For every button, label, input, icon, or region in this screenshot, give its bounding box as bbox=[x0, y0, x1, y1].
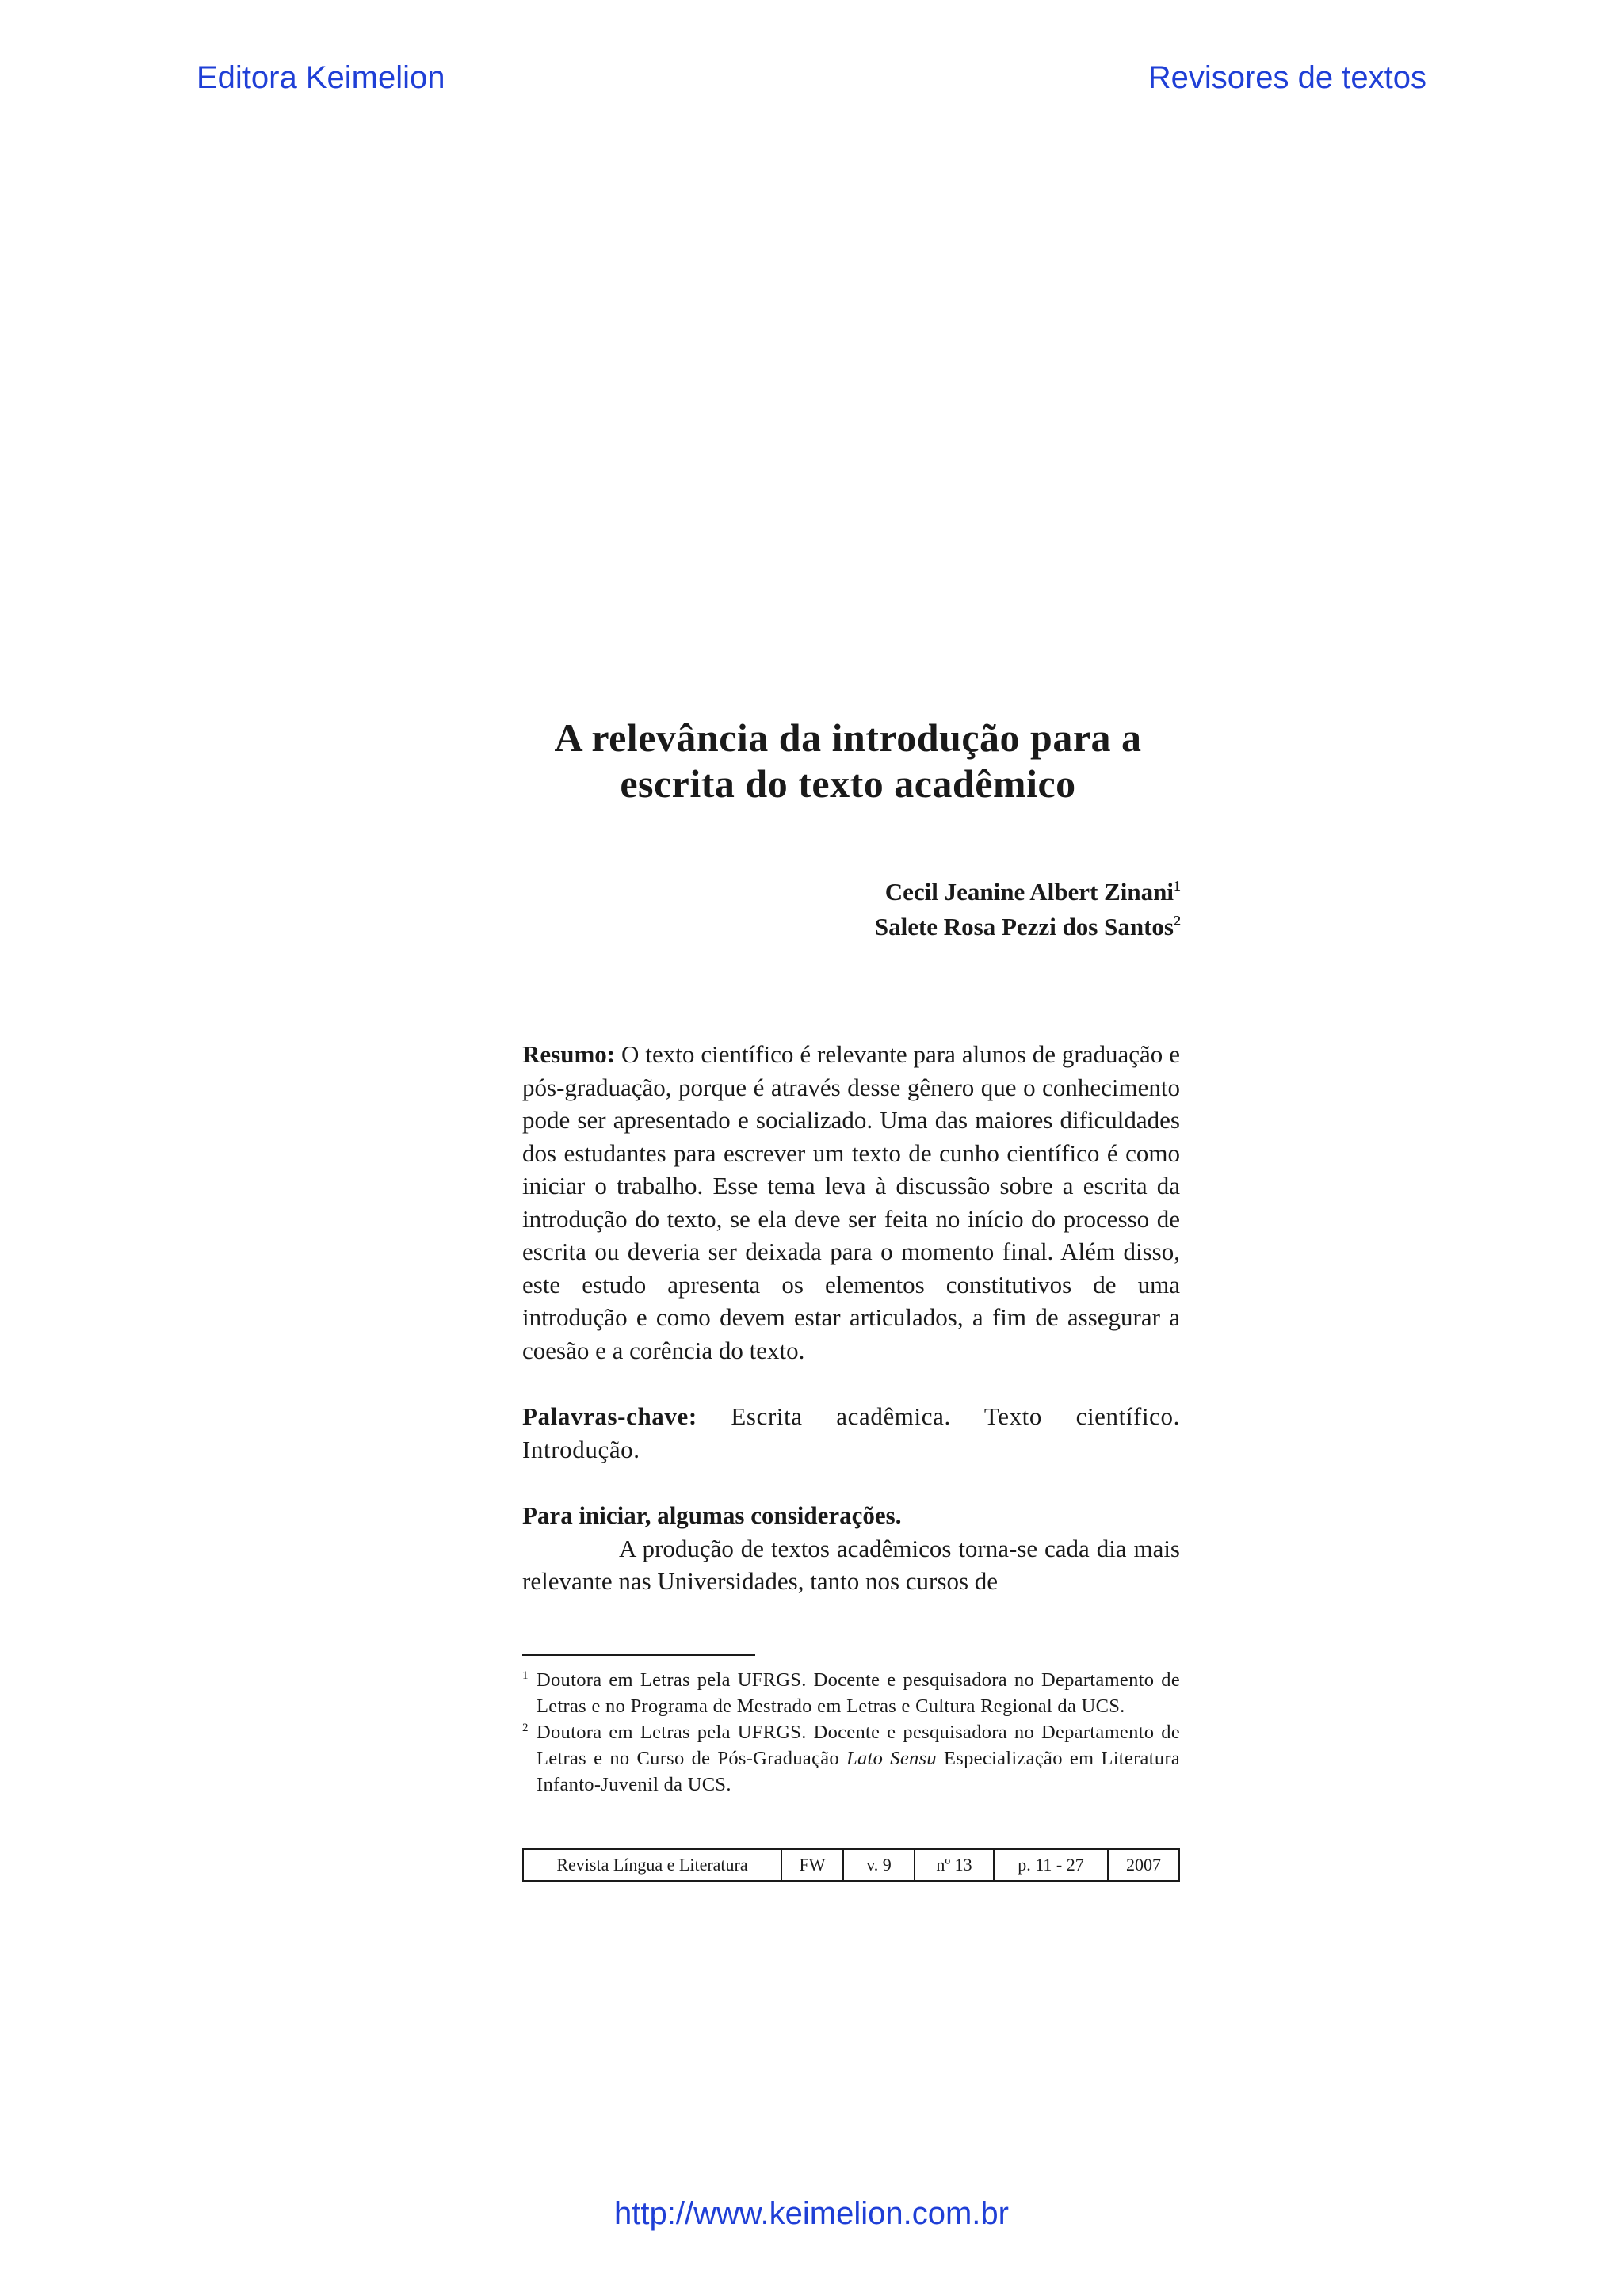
author-2-name: Salete Rosa Pezzi dos Santos bbox=[874, 913, 1174, 940]
article-title-line1: A relevância da introdução para a bbox=[554, 715, 1142, 760]
header-publisher-link[interactable]: Editora Keimelion bbox=[197, 60, 445, 95]
footnote-2 bbox=[522, 1719, 1180, 1798]
abstract bbox=[522, 1038, 1180, 1367]
journal-year: 2007 bbox=[1107, 1850, 1178, 1880]
abstract-label: Resumo: bbox=[522, 1040, 616, 1068]
journal-volume: v. 9 bbox=[842, 1850, 914, 1880]
footnotes bbox=[522, 1667, 1180, 1798]
footnote-1-text: Doutora em Letras pela UFRGS. Docente e pesquisadora no Departamento de Letras e no Programa de Mestrado em Letras e Cultura Regional da UCS. bbox=[537, 1669, 1180, 1717]
footnote-divider bbox=[522, 1654, 755, 1656]
keywords bbox=[522, 1400, 1180, 1466]
footnote-2-text-before: Doutora em Letras pela UFRGS. Docente e pesquisadora no Departamento de Letras e no Curso de Pós-Graduação bbox=[537, 1722, 1180, 1769]
journal-pages: p. 11 - 27 bbox=[993, 1850, 1107, 1880]
footnote-2-text-italic: Lato Sensu bbox=[846, 1748, 937, 1769]
spacer bbox=[522, 1466, 1180, 1499]
keywords-label: Palavras-chave: bbox=[522, 1402, 697, 1430]
footer-website-link[interactable]: http://www.keimelion.com.br bbox=[614, 2196, 1009, 2231]
footnote-1-number: 1 bbox=[522, 1669, 529, 1682]
author-2-footnote-mark: 2 bbox=[1174, 913, 1181, 929]
author-1 bbox=[875, 875, 1181, 910]
article-title bbox=[444, 715, 1252, 807]
author-2 bbox=[875, 910, 1181, 944]
footnote-2-text-after: Especialização em Literatura Infanto-Juvenil da UCS. bbox=[537, 1748, 1181, 1795]
section-heading bbox=[522, 1499, 1180, 1532]
section-heading-text: Para iniciar, algumas considerações. bbox=[522, 1501, 902, 1529]
spacer bbox=[522, 1367, 1180, 1400]
journal-name: Revista Língua e Literatura bbox=[556, 1855, 748, 1875]
footnote-2-number: 2 bbox=[522, 1722, 529, 1734]
header-reviewers-link[interactable]: Revisores de textos bbox=[1148, 60, 1426, 95]
author-1-footnote-mark: 1 bbox=[1174, 878, 1181, 894]
body-paragraph: A produção de textos acadêmicos torna-se cada dia mais relevante nas Universidades, tanto nos cursos de bbox=[522, 1534, 1180, 1595]
author-list bbox=[875, 875, 1181, 944]
footnote-2-text bbox=[537, 1719, 1180, 1798]
author-1-name: Cecil Jeanine Albert Zinani bbox=[884, 878, 1174, 906]
journal-number: nº 13 bbox=[914, 1850, 993, 1880]
journal-publisher: FW bbox=[781, 1850, 842, 1880]
article-title-line2: escrita do texto acadêmico bbox=[620, 761, 1076, 806]
article-body bbox=[522, 1038, 1180, 1598]
journal-citation-box bbox=[522, 1848, 1180, 1882]
footnote-1 bbox=[522, 1667, 1180, 1719]
keywords-text: Escrita acadêmica. Texto científico. Introdução. bbox=[522, 1402, 1180, 1463]
abstract-text: O texto científico é relevante para alunos de graduação e pós-graduação, porque é através desse gênero que o conhecimento pode ser apresentado e socializado. Uma das maiores dificuldades dos estudantes para escrever um texto de cunho científico é como iniciar o trabalho. Esse tema leva à discussão sobre a escrita da introdução do texto, se ela deve ser feita no início do processo de escrita ou deveria ser deixada para o momento final. Além disso, este estudo apresenta os elementos constitutivos de uma introdução e como devem estar articulados, a fim de assegurar a coesão e a corência do texto. bbox=[522, 1040, 1180, 1364]
